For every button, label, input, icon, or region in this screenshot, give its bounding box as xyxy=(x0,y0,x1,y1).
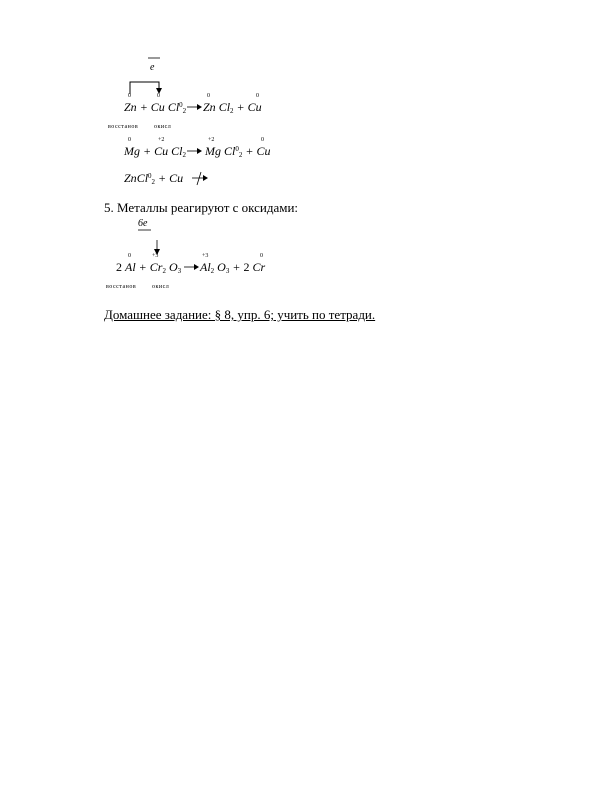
homework-text: Домашнее задание: § 8, упр. 6; учить по тетради. xyxy=(104,307,376,322)
section-heading: 5. Металлы реагируют с оксидами: xyxy=(104,200,299,215)
equation-products-1: 0 Zn $Cl_2$ + 0 Cu xyxy=(203,93,262,115)
ox-state: 0 xyxy=(256,93,259,99)
ox-state: 0 xyxy=(207,93,210,99)
caption-oxidizer: окисл xyxy=(152,284,170,290)
ox-state: 0 xyxy=(260,253,263,259)
equation-products-2: +2 Mg $Cl^0_2$ + 0 Cu xyxy=(205,137,271,159)
ox-state: 0 xyxy=(128,253,131,259)
ox-state: +3 xyxy=(202,253,209,259)
ox-state: 0 xyxy=(128,93,131,99)
ox-state: +3 xyxy=(152,253,159,259)
caption-reducer: восстанов xyxy=(108,124,139,130)
ox-state: 0 xyxy=(128,137,131,143)
electron-label: e xyxy=(150,62,155,73)
ox-state: 0 xyxy=(261,137,264,143)
equation-zn-cucl2: 0 Zn + 0 Cu $Cl^0_2$ xyxy=(124,93,187,115)
electron-label: 6e xyxy=(138,218,148,229)
ox-state: +2 xyxy=(208,137,215,143)
equation-al-cr2o3: 2 0 Al + +3 $Cr_2$ $O_3$ xyxy=(116,253,182,275)
element-cl: Cl xyxy=(167,100,180,114)
ox-state: 0 xyxy=(157,93,160,99)
caption-oxidizer: окисл xyxy=(154,124,172,130)
element-zn: Zn xyxy=(124,100,137,114)
equation-products-5: +3 $Al_2$ $O_3 + 2$ 0 Cr xyxy=(200,253,266,275)
caption-reducer: восстанов xyxy=(106,284,137,290)
ox-state: +2 xyxy=(158,137,165,143)
element-cu: Cu xyxy=(150,100,165,114)
equation-zncl2-cu: ZnCl$^0_2$ + Cu xyxy=(124,171,184,186)
equation-mg-cucl2: 0 Mg + +2 Cu $Cl_2$ xyxy=(124,137,186,159)
